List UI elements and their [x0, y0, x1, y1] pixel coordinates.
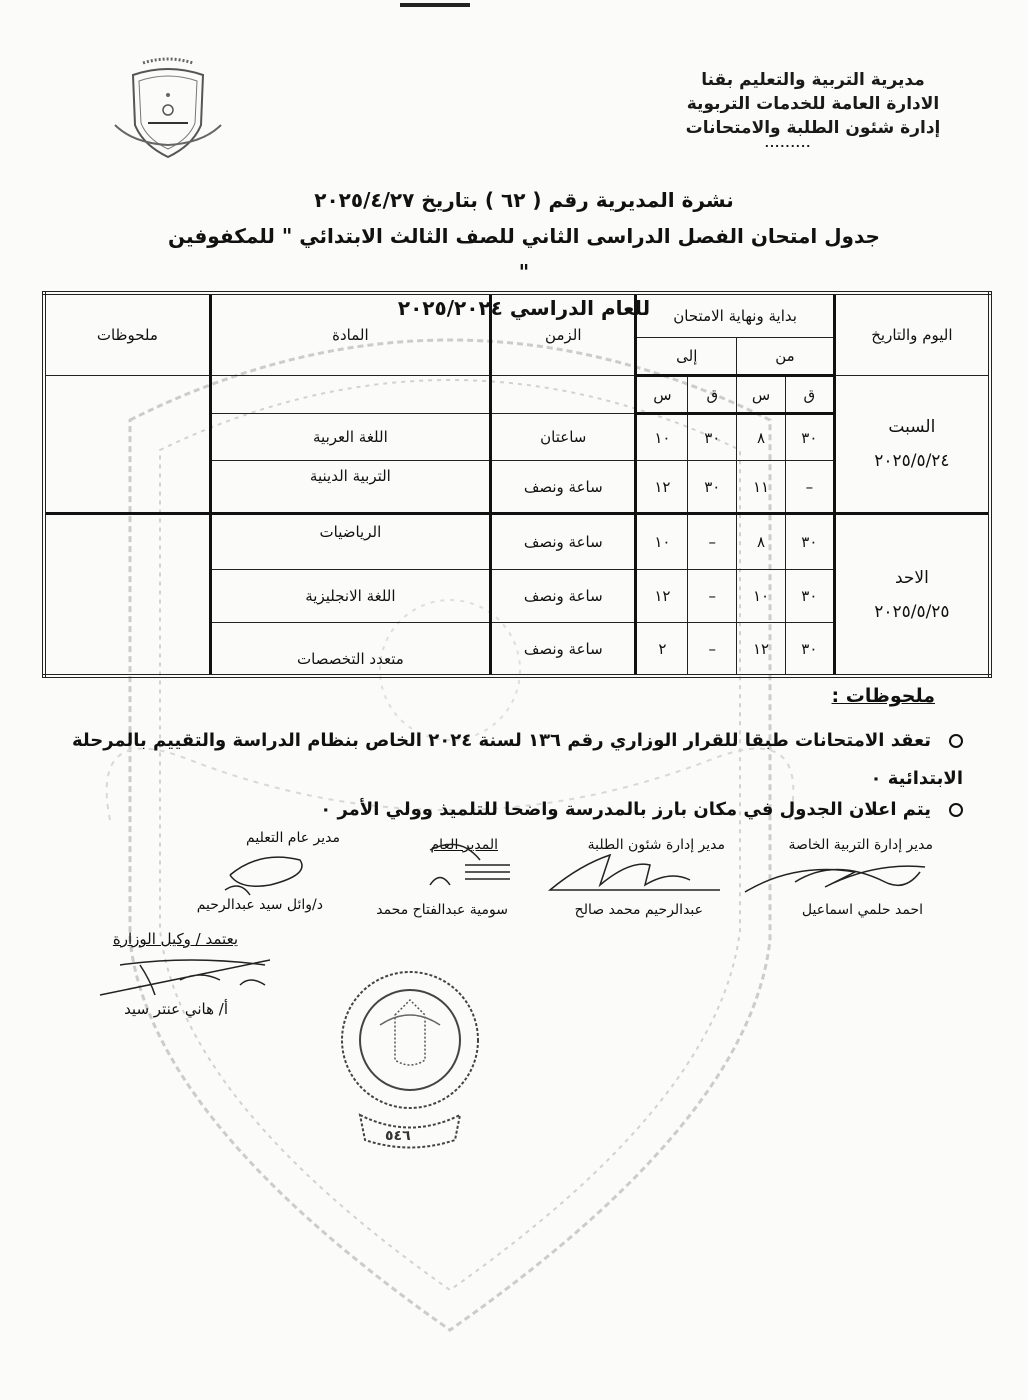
subject: اللغة العربية	[210, 414, 490, 461]
day-cell-saturday	[834, 376, 990, 514]
note-text: تعقد الامتحانات طبقا للقرار الوزاري رقم ١٣٦ لسنة ٢٠٢٤ الخاص بنظام الدراسة والتقييم بالمرحلة الابتدائية ٠	[71, 730, 963, 789]
signature-scrawl-icon	[210, 850, 320, 900]
academic-year: للعام الدراسي ٢٠٢٥/٢٠٢٤	[397, 296, 651, 320]
header-row	[44, 293, 990, 338]
signature-title-education-director: مدير عام التعليم	[246, 830, 340, 846]
note-item	[63, 722, 963, 798]
scan-mark	[400, 3, 470, 7]
from-minute: ٣٠	[785, 623, 834, 676]
signature-title-student-affairs: مدير إدارة شئون الطلبة	[587, 837, 725, 853]
header-day-date: اليوم والتاريخ	[834, 293, 990, 376]
bullet-icon	[949, 803, 963, 817]
from-minute: ٣٠	[785, 414, 834, 461]
to-minute: ٣٠	[688, 414, 737, 461]
unit-minute-to: ق	[688, 376, 737, 414]
signature-title-special-education: مدير إدارة التربية الخاصة	[788, 837, 933, 853]
header-to: إلى	[636, 338, 737, 376]
day-name: الاحد	[894, 567, 929, 588]
schedule-title: جدول امتحان الفصل الدراسى الثاني للصف الثالث الابتدائي " للمكفوفين "	[168, 224, 880, 284]
signature-title-general-director: المدير العام	[430, 837, 498, 853]
duration: ساعة ونصف	[491, 623, 636, 676]
header-notes: ملحوظات	[44, 293, 210, 376]
units-row	[44, 376, 990, 414]
to-hour: ١٢	[636, 570, 688, 623]
to-minute: –	[688, 514, 737, 570]
signature-scrawl-icon	[90, 950, 270, 1005]
signature-scrawl-icon	[410, 840, 520, 895]
notes-cell-saturday	[44, 376, 210, 514]
to-hour: ١٢	[636, 461, 688, 514]
from-minute: ٣٠	[785, 570, 834, 623]
directorate-header	[673, 68, 953, 148]
duration: ساعة ونصف	[491, 570, 636, 623]
from-hour: ٨	[737, 514, 786, 570]
header-subject: المادة	[210, 293, 490, 376]
header-line-department: إدارة شئون الطلبة والامتحانات	[685, 118, 941, 138]
duration: ساعة ونصف	[491, 514, 636, 570]
from-minute: ٣٠	[785, 514, 834, 570]
header-from: من	[737, 338, 835, 376]
subject: التربية الدينية	[210, 461, 490, 514]
note-text: يتم اعلان الجدول في مكان بارز بالمدرسة واضحا للتلميذ وولي الأمر ٠	[320, 799, 931, 820]
education-logo-icon	[103, 55, 233, 165]
from-minute: –	[785, 461, 834, 514]
note-item	[63, 797, 963, 823]
notes-cell-sunday	[44, 514, 210, 676]
header-line-administration: الادارة العامة للخدمات التربوية	[686, 94, 940, 114]
approval-title: يعتمد / وكيل الوزارة	[112, 930, 238, 948]
subject-spacer	[210, 376, 490, 414]
bullet-icon	[949, 734, 963, 748]
signature-scrawl-icon	[735, 852, 935, 902]
official-stamp-icon	[335, 965, 485, 1155]
day-date: ٢٠٢٥/٥/٢٥	[874, 601, 950, 622]
duration: ساعة ونصف	[491, 461, 636, 514]
signature-name-special-education: احمد حلمي اسماعيل	[801, 902, 923, 918]
unit-minute-from: ق	[785, 376, 834, 414]
from-hour: ٨	[737, 414, 786, 461]
signature-scrawl-icon	[540, 845, 730, 900]
to-hour: ١٠	[636, 514, 688, 570]
unit-hour-from: س	[737, 376, 786, 414]
header-line-directorate: مديرية التربية والتعليم بقنا	[701, 70, 925, 90]
from-hour: ١٠	[737, 570, 786, 623]
header-start-end: بداية ونهاية الامتحان	[636, 293, 834, 338]
bulletin-number: نشرة المديرية رقم ( ٦٢ ) بتاريخ ٢٠٢٥/٤/٢٧	[314, 188, 734, 212]
duration: ساعتان	[491, 414, 636, 461]
day-cell-sunday	[834, 514, 990, 676]
subject: متعدد التخصصات	[210, 623, 490, 676]
unit-hour-to: س	[636, 376, 688, 414]
duration-spacer	[491, 376, 636, 414]
header-duration: الزمن	[491, 293, 636, 376]
signature-name-education-director: د/وائل سيد عبدالرحيم	[196, 897, 323, 913]
to-minute: ٣٠	[688, 461, 737, 514]
approval-name: أ/ هاني عنتر سيد	[124, 1000, 228, 1018]
from-hour: ١١	[737, 461, 786, 514]
day-date: ٢٠٢٥/٥/٢٤	[874, 451, 950, 472]
from-hour: ١٢	[737, 623, 786, 676]
subject: اللغة الانجليزية	[210, 570, 490, 623]
to-minute: –	[688, 570, 737, 623]
table-row	[44, 514, 990, 570]
to-hour: ١٠	[636, 414, 688, 461]
signature-name-student-affairs: عبدالرحيم محمد صالح	[574, 902, 703, 918]
exam-schedule-table	[42, 291, 992, 678]
header-dots: .........	[764, 137, 812, 150]
to-minute: –	[688, 623, 737, 676]
stamp-number: ٥٤٦	[385, 1128, 411, 1144]
day-name: السبت	[888, 417, 936, 438]
notes-title: ملحوظات :	[831, 685, 935, 707]
signature-name-general-director: سومية عبدالفتاح محمد	[376, 902, 508, 918]
subject: الرياضيات	[210, 514, 490, 570]
to-hour: ٢	[636, 623, 688, 676]
